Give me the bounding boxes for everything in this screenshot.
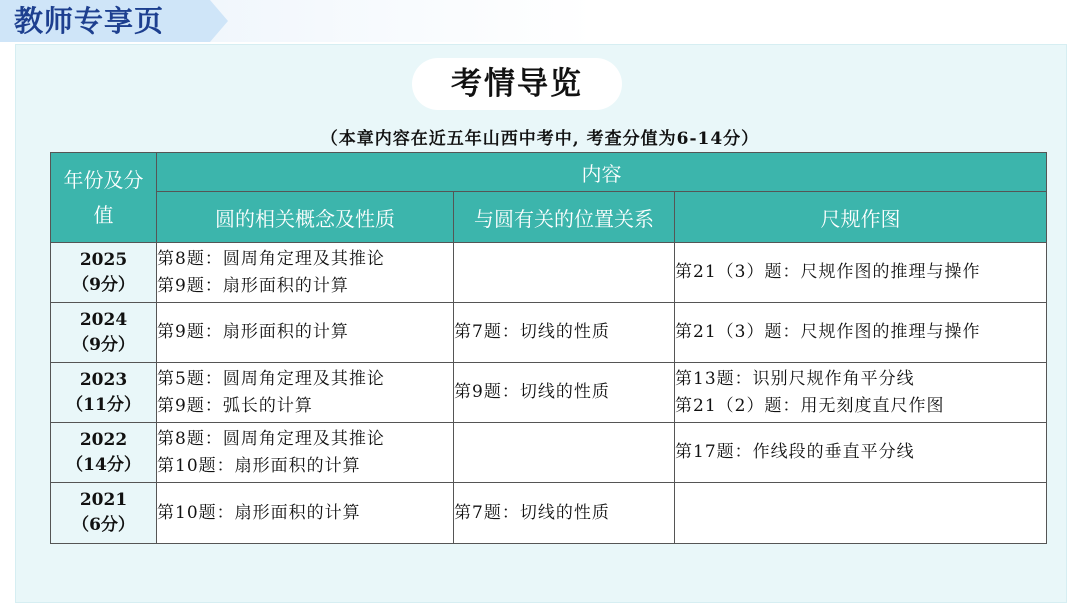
cell-line: 第21（3）题：尺规作图的推理与操作 (675, 322, 981, 342)
column-header: 与圆有关的位置关系 (454, 192, 675, 243)
table-row (51, 303, 1047, 363)
cell-line: 第8题：圆周角定理及其推论 (157, 248, 385, 269)
content-cell-c3 (675, 303, 1047, 363)
year-text: 2023 (79, 369, 128, 390)
banner-title: 考情导览 (451, 66, 583, 102)
column-header: 圆的相关概念及性质 (157, 192, 454, 243)
year-text: 2025 (79, 249, 128, 270)
content-header: 内容 (157, 153, 1047, 192)
table-row (51, 423, 1047, 483)
content-cell-c2 (454, 483, 675, 544)
cell-line: 第9题：扇形面积的计算 (157, 275, 349, 296)
cell-line: 第9题：弧长的计算 (157, 395, 313, 416)
content-cell-c2 (454, 363, 675, 423)
content-cell-c1 (157, 363, 454, 423)
exam-table (50, 152, 1047, 544)
year-column-header-text: 年份及分值 (63, 167, 144, 227)
content-cell-c3 (675, 423, 1047, 483)
content-cell-c3 (675, 243, 1047, 303)
year-text: 2021 (79, 490, 128, 510)
content-cell-c1 (157, 483, 454, 544)
content-cell-c1 (157, 423, 454, 483)
content-cell-c1 (157, 303, 454, 363)
cell-line: 第13题：识别尺规作角平分线 (675, 368, 915, 389)
page-header-title: 教师专享页 (14, 4, 165, 38)
score-text: （11分） (66, 394, 141, 415)
content-cell-c3 (675, 483, 1047, 544)
content-cell-c2 (454, 423, 675, 483)
year-cell (51, 483, 157, 544)
cell-line: 第8题：圆周角定理及其推论 (157, 428, 385, 449)
year-column-header (51, 153, 157, 243)
cell-line: 第10题：扇形面积的计算 (157, 455, 361, 476)
cell-line: 第7题：切线的性质 (454, 322, 610, 342)
year-text: 2024 (79, 309, 128, 330)
cell-line: 第17题：作线段的垂直平分线 (675, 442, 915, 462)
score-text: （14分） (66, 454, 141, 475)
content-cell-c2 (454, 243, 675, 303)
table-row (51, 243, 1047, 303)
year-text: 2022 (79, 429, 128, 450)
cell-line: 第9题：扇形面积的计算 (157, 322, 349, 342)
score-text: （6分） (72, 515, 135, 535)
score-text: （9分） (72, 274, 135, 295)
year-cell (51, 303, 157, 363)
content-cell-c3 (675, 363, 1047, 423)
table-row (51, 483, 1047, 544)
table-row (51, 363, 1047, 423)
column-header: 尺规作图 (675, 192, 1047, 243)
year-cell (51, 423, 157, 483)
cell-line: 第9题：切线的性质 (454, 382, 610, 402)
cell-line: 第7题：切线的性质 (454, 502, 610, 523)
cell-line: 第21（2）题：用无刻度直尺作图 (675, 395, 945, 416)
content-cell-c2 (454, 303, 675, 363)
year-cell (51, 363, 157, 423)
score-text: （9分） (72, 334, 135, 355)
year-cell (51, 243, 157, 303)
cell-line: 第10题：扇形面积的计算 (157, 502, 361, 523)
cell-line: 第21（3）题：尺规作图的推理与操作 (675, 262, 981, 282)
subtitle: （本章内容在近五年山西中考中, 考查分值为6-14分） (320, 129, 760, 149)
content-cell-c1 (157, 243, 454, 303)
cell-line: 第5题：圆周角定理及其推论 (157, 368, 385, 389)
